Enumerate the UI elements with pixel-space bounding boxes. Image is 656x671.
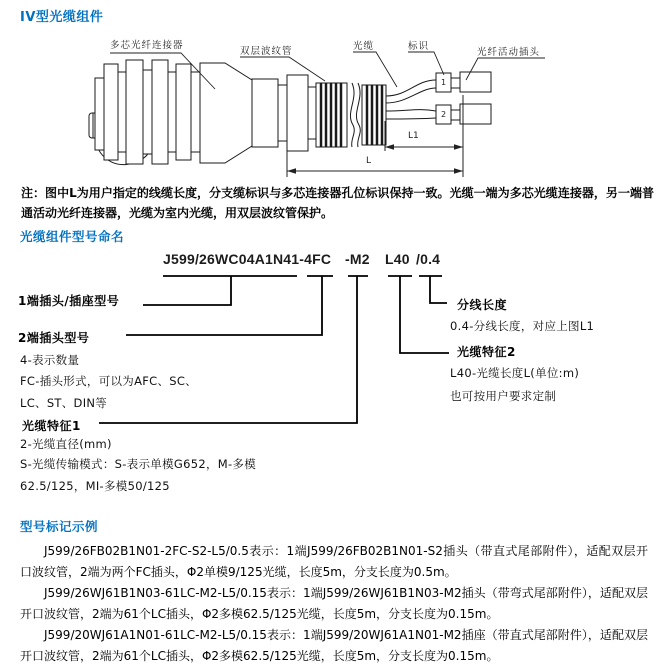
- label-end2-line-3: LC、ST、DIN等: [20, 396, 108, 410]
- branch-tag-2: 2: [440, 110, 447, 119]
- note-text: 注：图中L为用户指定的线缆长度，分支缆标识与多芯连接器孔位标识保持一致。光缆一端为多芯光缆连接器，另一端普通活动光纤连接器，光缆为室内光缆，用双层波纹管保护。: [21, 186, 654, 220]
- naming-heading: 光缆组件型号命名: [20, 229, 125, 244]
- label-cable1-line-2: S-光缆传输模式：S-表示单模G652，M-多模: [20, 457, 257, 471]
- model-segment-4: /0.4: [416, 251, 441, 267]
- fiber-plug-1: [460, 72, 491, 92]
- label-cable2-line-1: L40-光缆长度L(单位:m): [450, 366, 580, 380]
- branch-tag-1: 1: [440, 78, 447, 87]
- examples-heading: 型号标记示例: [20, 519, 99, 534]
- label-cable1-line-1: 2-光缆直径(mm): [20, 437, 112, 451]
- figure-label-cable: 光缆: [353, 41, 375, 52]
- figure-label-fiber-plug: 光纤活动插头: [477, 47, 541, 58]
- example-paragraph-1: J599/26FB02B1N01-2FC-S2-L5/0.5表示：1端J599/26FB02B1N01-S2插头（带直式尾部附件），适配双层开口波纹管，2端为两个FC插头，Φ2单模9/125光缆，长度5m，分支长度为0.5m。: [20, 544, 648, 579]
- label-end2-line-2: FC-插头形式，可以为AFC、SC、: [20, 374, 198, 388]
- break-mark: [350, 83, 354, 147]
- figure-label-connector: 多芯光纤连接器: [110, 40, 184, 51]
- dim-label-l1: L1: [408, 131, 419, 141]
- label-cable1-line-3: 62.5/125，MI-多模50/125: [20, 479, 170, 493]
- example-paragraph-3: J599/20WJ61A1N01-61LC-M2-L5/0.15表示：1端J599/20WJ61A1N01-M2插座（带直式尾部附件），适配双层开口波纹管，2端为61个LC插头，Φ2多模62.5/125光缆，长度5m，分支长度为0.15m。: [20, 628, 648, 663]
- naming-bracket-lines: [99, 276, 449, 423]
- label-cable2-line-2: 也可按用户要求定制: [450, 389, 557, 403]
- label-end2-line-1: 4-表示数量: [20, 353, 80, 367]
- page-title: IV型光缆组件: [20, 10, 104, 25]
- figure-label-marker: 标识: [408, 41, 430, 52]
- label-branch-length-title: 分线长度: [457, 298, 508, 312]
- label-cable1-title: 光缆特征1: [22, 419, 81, 433]
- model-segment-1: J599/26WC04A1N41-4FC: [163, 251, 332, 267]
- figure-label-bellows: 双层波纹管: [240, 46, 293, 57]
- model-segment-2: -M2: [345, 251, 370, 267]
- examples-block: [20, 541, 648, 667]
- label-end2-title: 2端插头型号: [18, 331, 90, 345]
- bellows-drawing: [316, 83, 386, 147]
- example-paragraph-2: J599/26WJ61B1N03-61LC-M2-L5/0.15表示：1端J599/26WJ61B1N03-M2插头（带弯式尾部附件），适配双层开口波纹管，2端为61个LC插头，Φ2多模62.5/125光缆，长度5m，分支长度为0.15m。: [20, 586, 648, 621]
- label-cable2-title: 光缆特征2: [457, 345, 516, 359]
- label-branch-length-line-1: 0.4-分线长度，对应上图L1: [450, 319, 595, 333]
- model-segment-3: L40: [385, 251, 410, 267]
- label-end1-title: 1端插头/插座型号: [18, 294, 120, 308]
- dim-label-l: L: [366, 156, 372, 166]
- fiber-plug-2: [460, 104, 491, 124]
